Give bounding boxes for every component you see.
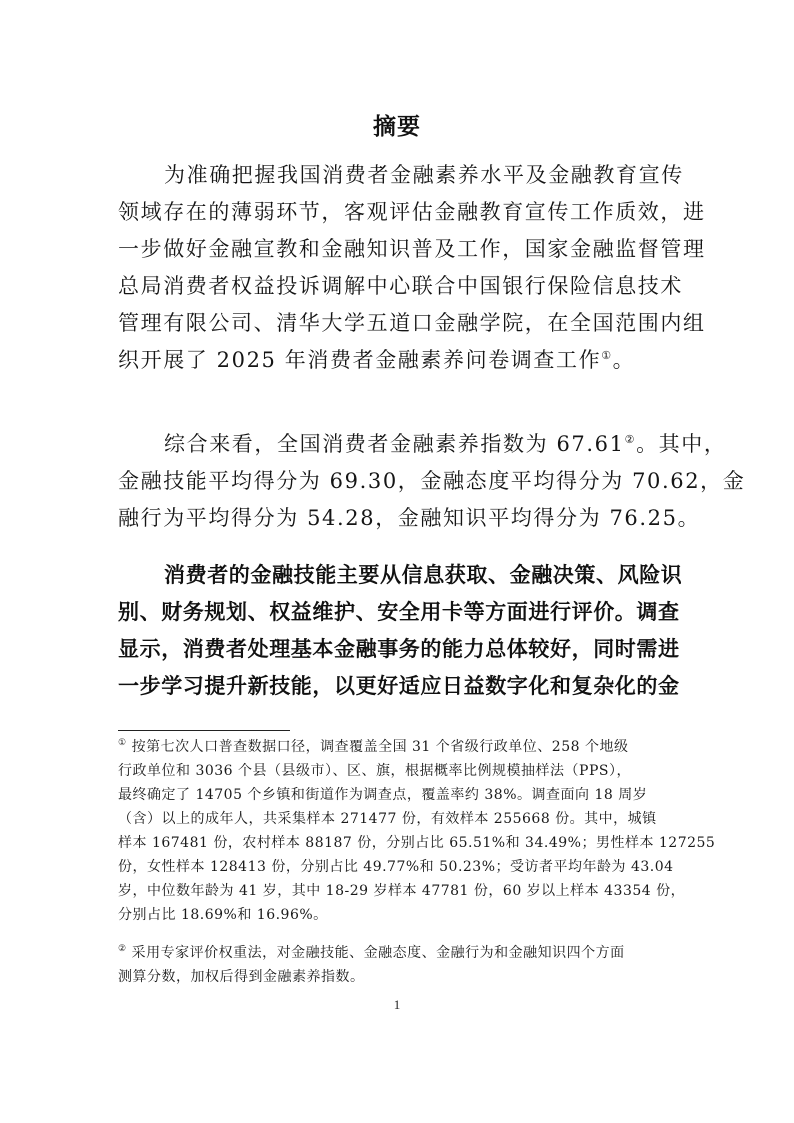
paragraph-line: 消费者的金融技能主要从信息获取、金融决策、风险识	[164, 563, 683, 587]
footnote-mark: ①	[118, 738, 127, 749]
footnote-line: （含）以上的成年人，共采集样本 271477 份，有效样本 255668 份。其中，城镇	[118, 811, 657, 827]
paragraph-financial-skills	[118, 557, 683, 705]
paragraph-line	[118, 342, 676, 379]
footnote-line: 岁，中位数年龄为 41 岁，其中 18-29 岁样本 47781 份，60 岁以上样本 43354 份，	[118, 883, 686, 899]
footnote-mark: ②	[118, 944, 127, 955]
paragraph-line: 显示，消费者处理基本金融事务的能力总体较好，同时需进	[118, 637, 680, 661]
footnote-line	[118, 735, 678, 759]
paragraph-line: 一步学习提升新技能，以更好适应日益数字化和复杂化的金	[118, 674, 680, 698]
page-title: 摘要	[373, 114, 421, 140]
paragraph-line: 为准确把握我国消费者金融素养水平及金融教育宣传	[164, 163, 684, 187]
footnote-line: 最终确定了 14705 个乡镇和街道作为调查点，覆盖率约 38%。调查面向 18 周岁	[118, 787, 648, 803]
paragraph-line: 金融技能平均得分为 69.30，金融态度平均得分为 70.62，金	[118, 469, 746, 493]
paragraph-line: 总局消费者权益投诉调解中心联合中国银行保险信息技术	[118, 274, 683, 298]
paragraph-line-text: 织开展了 2025 年消费者金融素养问卷调查工作	[118, 348, 602, 372]
paragraph-line: 别、财务规划、权益维护、安全用卡等方面进行评价。调查	[118, 600, 680, 624]
footnote-line	[118, 941, 678, 965]
footnote-ref-2[interactable]: ②	[624, 433, 637, 446]
footnote-line: 测算分数，加权后得到金融素养指数。	[118, 969, 365, 985]
footnote-line: 分别占比 18.69%和 16.96%。	[118, 907, 328, 923]
footnote-2	[118, 941, 678, 989]
paragraph-line-end: 。其中，	[636, 432, 727, 456]
footnote-line: 行政单位和 3036 个县（县级市）、区、旗，根据概率比例规模抽样法（PPS），	[118, 763, 631, 779]
footnote-line: 样本 167481 份，农村样本 88187 份，分别占比 65.51%和 34.49%；男性样本 127255	[118, 835, 716, 851]
footnote-1	[118, 735, 716, 927]
paragraph-line-text: 综合来看，全国消费者金融素养指数为 67.61	[164, 432, 625, 456]
footnote-separator	[118, 730, 290, 731]
paragraph-line-end: 。	[612, 348, 636, 372]
paragraph-line: 融行为平均得分为 54.28，金融知识平均得分为 76.25。	[118, 506, 701, 530]
paragraph-line: 领域存在的薄弱环节，客观评估金融教育宣传工作质效，进	[118, 200, 706, 224]
footnote-line: 份，女性样本 128413 份，分别占比 49.77%和 50.23%；受访者平均年龄为 43.04	[118, 859, 674, 875]
paragraph-line	[118, 426, 727, 463]
page-number: 1	[393, 997, 401, 1012]
footnote-line-text: 按第七次人口普查数据口径，调查覆盖全国 31 个省级行政单位、258 个地级	[131, 739, 629, 755]
footnote-line-text: 采用专家评价权重法，对金融技能、金融态度、金融行为和金融知识四个方面	[131, 945, 625, 961]
paragraph-summary-scores	[118, 426, 746, 537]
paragraph-line: 一步做好金融宣教和金融知识普及工作，国家金融监督管理	[118, 237, 706, 261]
paragraph-line: 管理有限公司、清华大学五道口金融学院，在全国范围内组	[118, 311, 706, 335]
footnote-ref-1[interactable]: ①	[601, 349, 613, 362]
paragraph-intro	[118, 157, 706, 379]
